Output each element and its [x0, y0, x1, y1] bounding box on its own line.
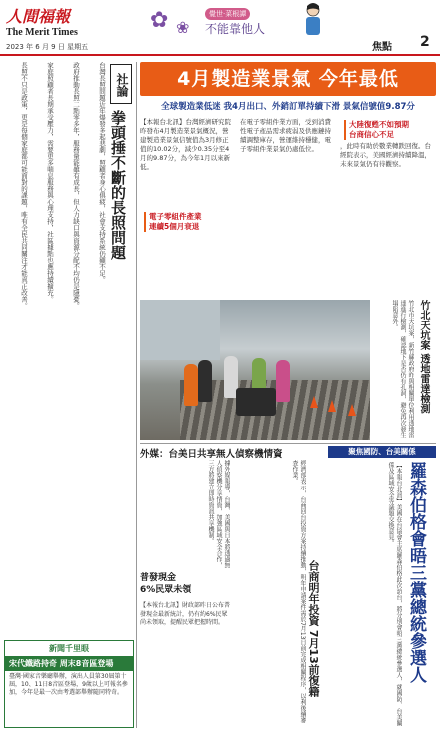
mid-story-text: 經濟部表示，台商回台投資方案持續推動，明年申請案件需於7月13日前完成相關程序，以利後續審查作業。 [291, 460, 306, 724]
photo-person [198, 360, 212, 402]
logo-chinese: 人間福報 [6, 7, 71, 26]
cash-headline: 普發現金 6%民眾未領 [140, 573, 192, 595]
side-story-text: 竹北市天坑案，新竹縣政府昨與相關單位利用透地雷達進行檢測，確認地下是否仍有孔洞，避免再次發生塌陷意外。 [391, 300, 414, 438]
lead-body-text: 【本報台北訊】台灣經濟研究院昨發布4月製造業景氣概況，營建製造業景氣信號值為3月修正值的10.02分，減少0.35分至4月的9.87分，為今年1月以來新低。 [140, 118, 231, 171]
section-label: 焦點 [372, 42, 392, 53]
masthead-rule [0, 54, 440, 56]
radar-cart [236, 388, 276, 416]
politics-text: 【本報台北訊】美國在台協會主席羅森伯格此次訪台，將分別會晤三黨總統參選人，就國防、台美關係及區域安全等議題交換意見。 [387, 462, 402, 726]
editorial-title: 拳頭捶不斷的長照問題 [109, 110, 127, 260]
side-story-title: 竹北天坑案 透地雷達檢測 [418, 300, 429, 414]
side-story [374, 300, 436, 440]
photo-building [140, 300, 220, 360]
mid-story-title: 台商明年投資 7月13前復籍 [307, 560, 320, 697]
editorial [4, 62, 134, 552]
traffic-cone-icon [348, 404, 356, 416]
traffic-cone-icon [310, 396, 318, 408]
flower-icon: ❀ [176, 18, 190, 37]
news-box-subtitle: 宋代鐵路持奇 周末8音區登場 [5, 656, 133, 671]
lead-body-text: 在電子零組件業方面，受到消費性電子產品需求疲弱及供應鏈持續調整庫存，營運維持穩健，電子零組件業景氣仍處低位。 [240, 118, 331, 153]
editorial-text: 家庭照顧者長期承受壓力，需要更多喘息服務與心理支持，社區據點也應持續擴充。 [46, 62, 54, 303]
politics-title: 羅森伯格會晤三黨總統參選人 [406, 462, 426, 683]
page-number: 2 [420, 34, 430, 50]
editorial-text: 長照不只是政策，更是每個家庭都可能面對的課題，唯有全民共同關注才能真正改善。 [20, 62, 28, 309]
news-box-body: 臺灣·國家音樂廳舉辦，演出人員第30屆第十屆，10、11日8音區登場，9歲以上可報名參加，今年是最一次由考選部舉辦隨同特奇。 [9, 673, 128, 696]
column-name: 不能靠他人 [205, 22, 266, 36]
editorial-text: 台灣長照問題近年爆發多起悲劇，照顧者身心俱疲，社會支持系統仍顯不足。 [98, 62, 106, 283]
lead-headline: 4月製造業景氣 今年最低 [140, 62, 436, 96]
lead-body-text: ，此時有助於數業轉跌回復。台經院表示，美國經濟持續降溫，未來景氣仍有待觀察。 [340, 142, 431, 168]
lead-callout: 大陸復甦不如預期 台商信心不足 [344, 120, 434, 140]
masthead [0, 0, 440, 58]
cash-text: 【本報台北訊】財政部昨日公布普發現金最新統計，仍有約6%民眾尚未領取，提醒民眾把握時間。 [140, 602, 231, 626]
person-illustration-icon [300, 2, 326, 38]
politics-kicker: 聚焦國防、台美關係 [328, 446, 436, 458]
traffic-cone-icon [328, 400, 336, 412]
wire-text: 據外媒報導，台灣、美國與日本將透過無人偵察機分享情資，加強區域安全合作，三方將建立即時資訊共享機制。 [207, 460, 230, 568]
lead-callout: 電子零組件產業 連續5個月衰退 [144, 212, 232, 232]
issue-date: 2023 年 6 月 9 日 星期五 [6, 43, 89, 51]
section-divider [140, 443, 436, 444]
editorial-label: 社論 [110, 64, 132, 104]
news-box-title: 新聞千里眼 [49, 644, 89, 653]
photo-person [184, 364, 198, 406]
editorial-text: 政府推動長照二點零多年，服務量能雖有成長，但人力缺口與資源分配不均仍是隱憂。 [72, 62, 80, 309]
column-tag: 覺世·菜根譚 [205, 8, 250, 20]
news-box [4, 640, 134, 728]
logo-english: The Merit Times [6, 27, 78, 38]
lead-story [140, 62, 436, 231]
newspaper-logo [6, 4, 88, 36]
news-photo [140, 300, 370, 440]
column-divider [136, 62, 137, 728]
flower-icon: ✿ [150, 8, 169, 33]
wire-headline: 外媒：台美日共享無人偵察機情資 [140, 449, 283, 460]
lead-subheadline: 全球製造業低迷 我4月出口、外銷訂單持續下滑 景氣信號值9.87分 [161, 102, 415, 112]
photo-person [276, 360, 290, 402]
